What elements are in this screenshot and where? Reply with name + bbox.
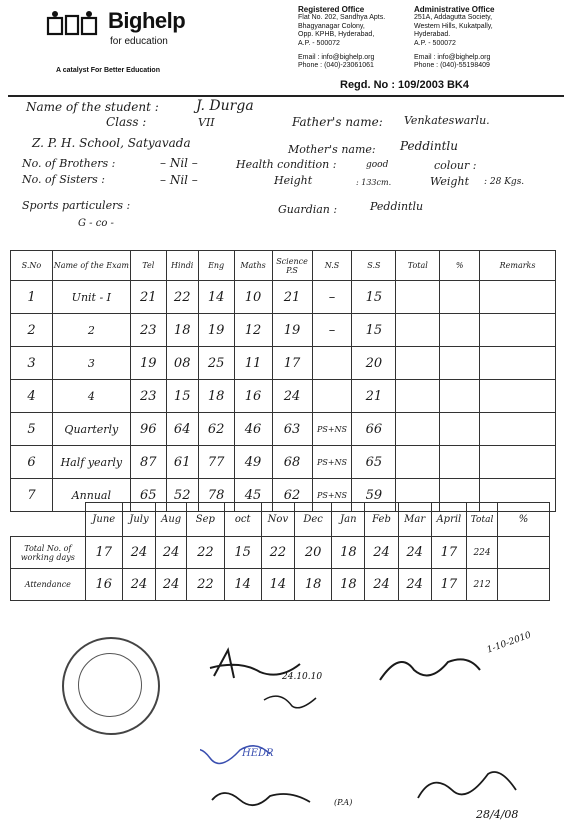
admin-office-title: Administrative Office [414,5,495,14]
attendance-row [11,537,550,569]
attendance-table [10,502,550,601]
marks-cell [312,380,352,413]
attendance-row-label: Total No. of working days [11,537,86,569]
class-value: VII [198,116,215,129]
brand-name: Bighelp [108,8,186,33]
marks-cell: 18 [198,380,234,413]
marks-cell: 23 [130,314,166,347]
address-line: 251A, Addagutta Society, [414,14,493,22]
health-label: Health condition : [236,158,337,171]
month-cell: Feb [365,503,398,537]
signature-date-2: 1-10-2010 [485,630,533,656]
attendance-cell: 22 [187,537,224,569]
marks-cell: 12 [234,314,272,347]
header-cell: Science P.S [272,251,312,281]
month-cell: % [498,503,550,537]
attendance-cell: 24 [398,569,431,601]
marks-cell: 65 [130,479,166,512]
marks-cell: 22 [166,281,198,314]
marks-cell [480,314,556,347]
exam-name-cell: 3 [52,347,130,380]
student-name-value: J. Durga [196,98,254,114]
month-cell: July [122,503,155,537]
month-cell: Nov [261,503,294,537]
sports-value: G - co - [78,218,114,229]
mother-name-label: Mother's name: [288,143,376,156]
marks-row [11,446,556,479]
month-cell: Dec [294,503,331,537]
marks-cell: 7 [11,479,53,512]
signature-date-3: 28/4/08 [476,808,519,821]
marks-cell [480,281,556,314]
exam-name-cell: 2 [52,314,130,347]
marks-cell: 77 [198,446,234,479]
marks-cell: 24 [272,380,312,413]
pa-label: (P.A) [334,798,353,807]
marks-cell: 46 [234,413,272,446]
signatures-area [200,640,560,830]
address-line: A.P. - 500072 [414,39,456,47]
hm-signature-label: HEDR [242,748,274,759]
marks-cell: PS+NS [312,413,352,446]
marks-cell [396,413,440,446]
marks-cell: 10 [234,281,272,314]
brothers-label: No. of Brothers : [22,157,116,170]
attendance-row-label: Attendance [11,569,86,601]
address-line: A.P. - 500072 [298,39,340,47]
marks-cell: 62 [272,479,312,512]
address-line: Western Hills, Kukatpally, [414,22,493,30]
signature-stroke [380,659,480,680]
attendance-cell: 22 [187,569,224,601]
registration-number: Regd. No : 109/2003 BK4 [340,79,469,91]
marks-cell: 21 [272,281,312,314]
attendance-cell [498,569,550,601]
header-cell: Total [396,251,440,281]
attendance-cell: 15 [224,537,261,569]
marks-cell: 25 [198,347,234,380]
marks-cell: 96 [130,413,166,446]
exam-name-cell: Unit - I [52,281,130,314]
marks-cell: 68 [272,446,312,479]
header-cell: N.S [312,251,352,281]
marks-cell: PS+NS [312,479,352,512]
attendance-cell: 22 [261,537,294,569]
attendance-body [11,537,550,601]
office-email: Email : info@bighelp.org [298,54,375,62]
attendance-cell: 24 [156,569,187,601]
attendance-header-row [11,503,550,537]
height-value: : 133cm. [356,178,392,187]
marks-cell: 65 [352,446,396,479]
header-cell: Name of the Exam [52,251,130,281]
school-value: Z. P. H. School, Satyavada [32,136,191,150]
marks-cell [480,347,556,380]
attendance-row [11,569,550,601]
marks-cell: 15 [352,281,396,314]
signature-stroke [418,772,516,798]
marks-row [11,380,556,413]
header-cell: Eng [198,251,234,281]
marks-cell: 14 [198,281,234,314]
marks-cell [440,446,480,479]
brand-tagline: A catalyst For Better Education [56,67,160,74]
address-line: Bhagyanagar Colony, [298,22,365,30]
attendance-cell: 18 [332,569,365,601]
exam-name-cell: Annual [52,479,130,512]
header-cell: Remarks [480,251,556,281]
marks-cell: 59 [352,479,396,512]
exam-name-cell: Half yearly [52,446,130,479]
marks-cell: 78 [198,479,234,512]
marks-cell [396,314,440,347]
month-cell: Sep [187,503,224,537]
marks-cell: 17 [272,347,312,380]
marks-cell [480,446,556,479]
attendance-cell: 17 [85,537,122,569]
month-cell: April [431,503,466,537]
school-stamp-inner-ring [78,653,142,717]
marks-cell: 49 [234,446,272,479]
marks-cell [480,380,556,413]
administrative-office [414,6,554,71]
marks-cell: 3 [11,347,53,380]
marks-cell: 45 [234,479,272,512]
marks-cell [440,314,480,347]
marks-cell [396,380,440,413]
marks-cell: 19 [272,314,312,347]
month-cell: Jan [332,503,365,537]
marks-cell [396,347,440,380]
marks-cell [440,281,480,314]
marks-cell: 63 [272,413,312,446]
brand-subtitle: for education [110,36,168,47]
registered-office [298,6,418,71]
marks-cell: 15 [166,380,198,413]
attendance-cell: 17 [431,569,466,601]
guardian-label: Guardian : [278,203,338,216]
attendance-cell: 16 [85,569,122,601]
colour-label: colour : [434,159,477,172]
marks-cell: 1 [11,281,53,314]
brothers-value: – Nil – [160,156,198,170]
address-line: Hyderabad. [414,31,451,39]
marks-cell: 19 [130,347,166,380]
marks-cell: 52 [166,479,198,512]
student-name-label: Name of the student : [26,100,159,114]
marks-cell: 19 [198,314,234,347]
marks-cell: 18 [166,314,198,347]
sisters-value: – Nil – [160,173,198,187]
guardian-value: Peddintlu [370,200,424,213]
signature-date-1: 24.10.10 [282,672,323,682]
marks-cell: PS+NS [312,446,352,479]
marks-row [11,347,556,380]
month-cell: June [85,503,122,537]
attendance-cell: 24 [365,569,398,601]
marks-cell: 62 [198,413,234,446]
marks-cell [440,413,480,446]
bighelp-logo-icon [46,10,98,36]
office-phone: Phone : (040)-55198409 [414,62,490,70]
attendance-cell: 14 [261,569,294,601]
height-label: Height [274,174,313,187]
marks-cell: 08 [166,347,198,380]
month-cell: Total [466,503,497,537]
attendance-cell: 18 [294,569,331,601]
marks-cell [396,281,440,314]
attendance-cell: 14 [224,569,261,601]
sisters-label: No. of Sisters : [22,173,105,186]
father-name-value: Venkateswarlu. [404,114,490,127]
class-label: Class : [106,115,147,129]
month-cell: Mar [398,503,431,537]
office-phone: Phone : (040)-23061061 [298,62,374,70]
attendance-cell: 24 [365,537,398,569]
attendance-cell: 24 [398,537,431,569]
header-cell: Hindi [166,251,198,281]
attendance-cell: 24 [122,537,155,569]
month-cell: oct [224,503,261,537]
marks-cell: 5 [11,413,53,446]
attendance-cell [498,537,550,569]
marks-cell: 64 [166,413,198,446]
header-cell: Tel [130,251,166,281]
marks-cell: – [312,281,352,314]
father-name-label: Father's name: [292,115,383,129]
header-cell: S.No [11,251,53,281]
marks-cell: 23 [130,380,166,413]
marks-cell: 20 [352,347,396,380]
header-cell: % [440,251,480,281]
attendance-cell: 224 [466,537,497,569]
marks-cell: 15 [352,314,396,347]
registered-office-title: Registered Office [298,5,365,14]
sports-label: Sports particulers : [22,199,131,212]
marks-cell: 87 [130,446,166,479]
exam-name-cell: Quarterly [52,413,130,446]
health-value: good [366,160,389,170]
header-cell: Maths [234,251,272,281]
marks-cell [480,413,556,446]
month-cell [11,503,86,537]
month-cell: Aug [156,503,187,537]
marks-cell: 4 [11,380,53,413]
marks-cell [396,446,440,479]
marks-cell: 61 [166,446,198,479]
header-divider [8,95,564,97]
attendance-cell: 24 [122,569,155,601]
attendance-cell: 17 [431,537,466,569]
marks-row [11,413,556,446]
marks-body [11,281,556,512]
address-line: Flat No. 202, Sandhya Apts. [298,14,386,22]
marks-cell: 6 [11,446,53,479]
mother-name-value: Peddintlu [400,139,458,153]
marks-table [10,250,556,512]
attendance-cell: 24 [156,537,187,569]
exam-name-cell: 4 [52,380,130,413]
attendance-cell: 212 [466,569,497,601]
attendance-cell: 18 [332,537,365,569]
marks-cell: 16 [234,380,272,413]
marks-cell [440,380,480,413]
marks-cell: 21 [130,281,166,314]
signature-stroke [212,793,310,805]
attendance-cell: 20 [294,537,331,569]
marks-cell: 2 [11,314,53,347]
marks-cell: 11 [234,347,272,380]
marks-header-row [11,251,556,281]
marks-row [11,314,556,347]
marks-row [11,281,556,314]
marks-cell: – [312,314,352,347]
office-email: Email : info@bighelp.org [414,54,491,62]
address-line: Opp. KPHB, Hyderabad, [298,31,375,39]
marks-cell [440,347,480,380]
marks-cell: 21 [352,380,396,413]
weight-label: Weight [430,175,469,188]
header-cell: S.S [352,251,396,281]
weight-value: : 28 Kgs. [484,177,525,187]
marks-cell [312,347,352,380]
marks-cell: 66 [352,413,396,446]
signature-stroke [264,696,316,708]
